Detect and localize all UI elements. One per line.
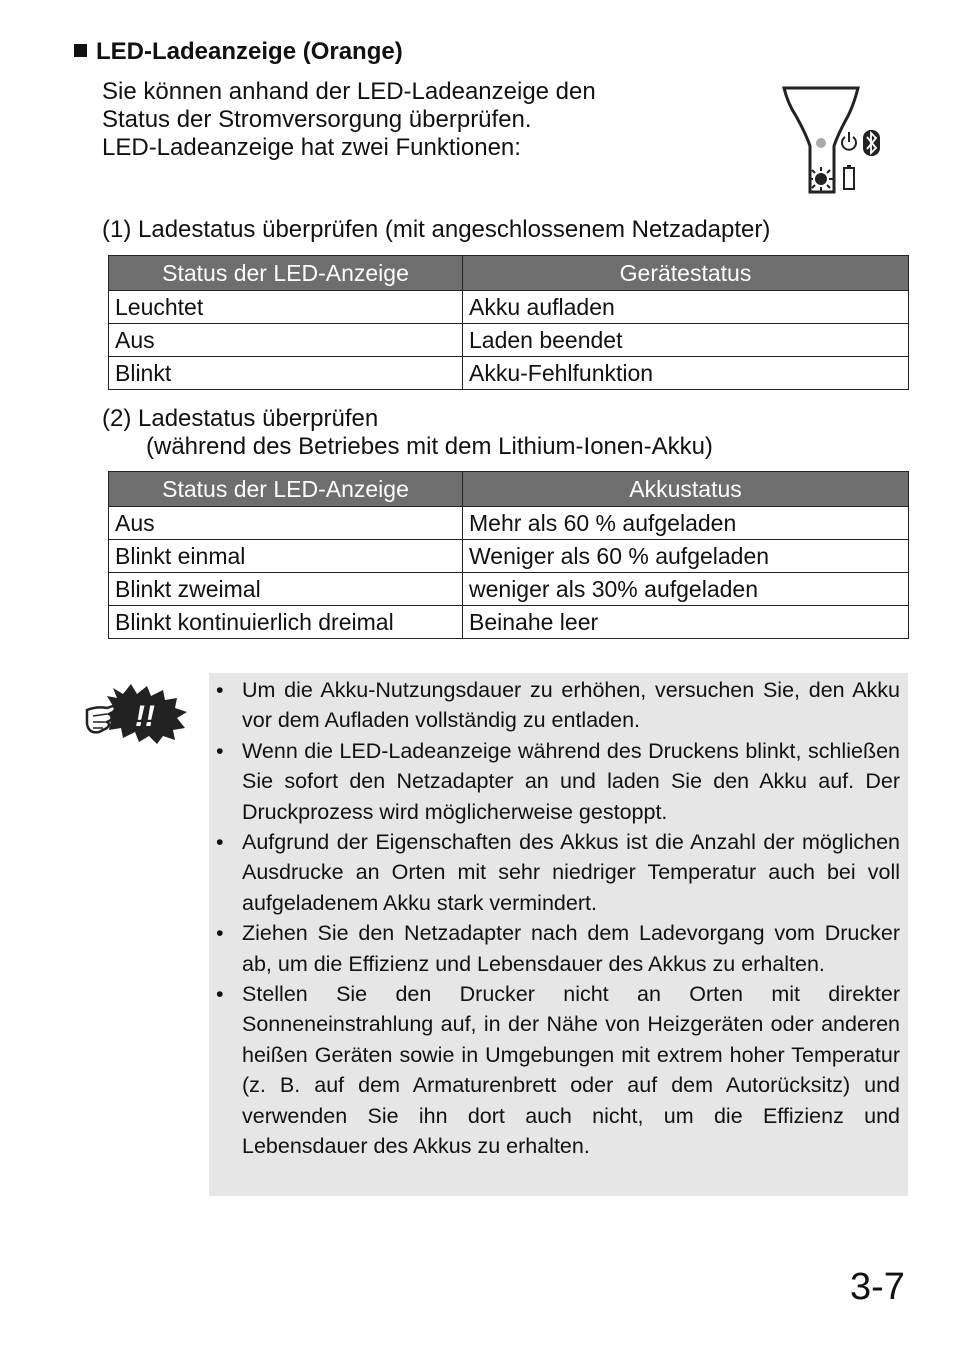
intro-line: Status der Stromversorgung überprüfen.	[102, 106, 532, 133]
note-item	[216, 979, 900, 1161]
bluetooth-icon	[863, 130, 880, 156]
table-cell: Blinkt	[109, 357, 463, 390]
table-cell: Blinkt zweimal	[109, 573, 463, 606]
table-cell: Akku-Fehlfunktion	[463, 357, 909, 390]
note-item	[216, 827, 900, 918]
intro-line: LED-Ladeanzeige hat zwei Funktionen:	[102, 134, 521, 161]
section2-title	[102, 405, 713, 461]
section1-title: (1) Ladestatus überprüfen (mit angeschlossenem Netzadapter)	[102, 216, 771, 243]
column-header: Status der LED-Anzeige	[109, 472, 463, 507]
bullet: •	[216, 830, 224, 855]
intro-line: Sie können anhand der LED-Ladeanzeige den	[102, 78, 596, 105]
table-row	[109, 357, 909, 390]
column-header: Gerätestatus	[463, 256, 909, 291]
bullet: •	[216, 738, 224, 763]
column-header: Status der LED-Anzeige	[109, 256, 463, 291]
note-icon-text: !!	[135, 700, 155, 733]
column-header: Akkustatus	[463, 472, 909, 507]
table-row	[109, 606, 909, 639]
section2-title-line: (2) Ladestatus überprüfen	[102, 405, 379, 432]
note-text: Aufgrund der Eigenschaften des Akkus ist die Anzahl der möglichen Ausdrucke an Orten mit sehr niedriger Temperatur auch bei voll aufgeladenem Akku stark vermindert.	[242, 830, 900, 915]
led-dot-icon	[816, 138, 826, 148]
table-cell: Mehr als 60 % aufgeladen	[463, 507, 909, 540]
table-cell: Aus	[109, 507, 463, 540]
section-heading	[74, 38, 403, 66]
table-row	[109, 507, 909, 540]
table-cell: Blinkt kontinuierlich dreimal	[109, 606, 463, 639]
note-item	[216, 918, 900, 979]
table-cell: Aus	[109, 324, 463, 357]
led-indicator-icon	[809, 167, 833, 191]
note-hand-icon	[83, 682, 189, 744]
battery-status-table	[108, 471, 909, 639]
bullet: •	[216, 678, 224, 702]
notes-box	[209, 673, 908, 1196]
printer-led-diagram	[778, 84, 890, 200]
bullet: •	[216, 982, 224, 1007]
bullet: •	[216, 921, 224, 946]
page-number: 3-7	[850, 1266, 905, 1308]
table-cell: Akku aufladen	[463, 291, 909, 324]
heading-text: LED-Ladeanzeige (Orange)	[96, 38, 403, 65]
note-text: Ziehen Sie den Netzadapter nach dem Ladevorgang vom Drucker ab, um die Effizienz und Lebensdauer des Akkus zu erhalten.	[242, 921, 900, 976]
note-item	[216, 736, 900, 827]
table-cell: Blinkt einmal	[109, 540, 463, 573]
notes-list	[209, 673, 908, 1162]
table-cell: weniger als 30% aufgeladen	[463, 573, 909, 606]
table-row	[109, 324, 909, 357]
note-text: Stellen Sie den Drucker nicht an Orten mit direkter Sonneneinstrahlung auf, in der Nähe von Heizgeräten oder anderen heißen Geräten sowie in Umgebungen mit extrem hoher Temperatur (z. B. auf dem Armaturenbrett oder auf dem Autorücksitz) und verwenden Sie ihn dort auch nicht, um die Effizienz und Lebensdauer des Akkus zu erhalten.	[242, 982, 900, 1159]
table-cell: Leuchtet	[109, 291, 463, 324]
square-bullet-icon	[74, 44, 87, 57]
intro-paragraph	[102, 78, 596, 162]
table-header-row	[109, 472, 909, 507]
battery-icon	[844, 165, 854, 189]
table-row	[109, 540, 909, 573]
power-icon	[842, 132, 856, 150]
note-text: Um die Akku-Nutzungsdauer zu erhöhen, versuchen Sie, den Akku vor dem Aufladen vollständig zu entladen.	[242, 678, 900, 733]
table-row	[109, 291, 909, 324]
section2-title-line: (während des Betriebes mit dem Lithium-Ionen-Akku)	[146, 433, 713, 460]
table-row	[109, 573, 909, 606]
table-cell: Laden beendet	[463, 324, 909, 357]
table-header-row	[109, 256, 909, 291]
note-text: Wenn die LED-Ladeanzeige während des Druckens blinkt, schließen Sie sofort den Netzadapter an und laden Sie den Akku auf. Der Druckprozess wird möglicherweise gestoppt.	[242, 738, 900, 824]
charging-status-table	[108, 255, 909, 390]
table-cell: Beinahe leer	[463, 606, 909, 639]
note-item	[216, 675, 900, 736]
table-cell: Weniger als 60 % aufgeladen	[463, 540, 909, 573]
